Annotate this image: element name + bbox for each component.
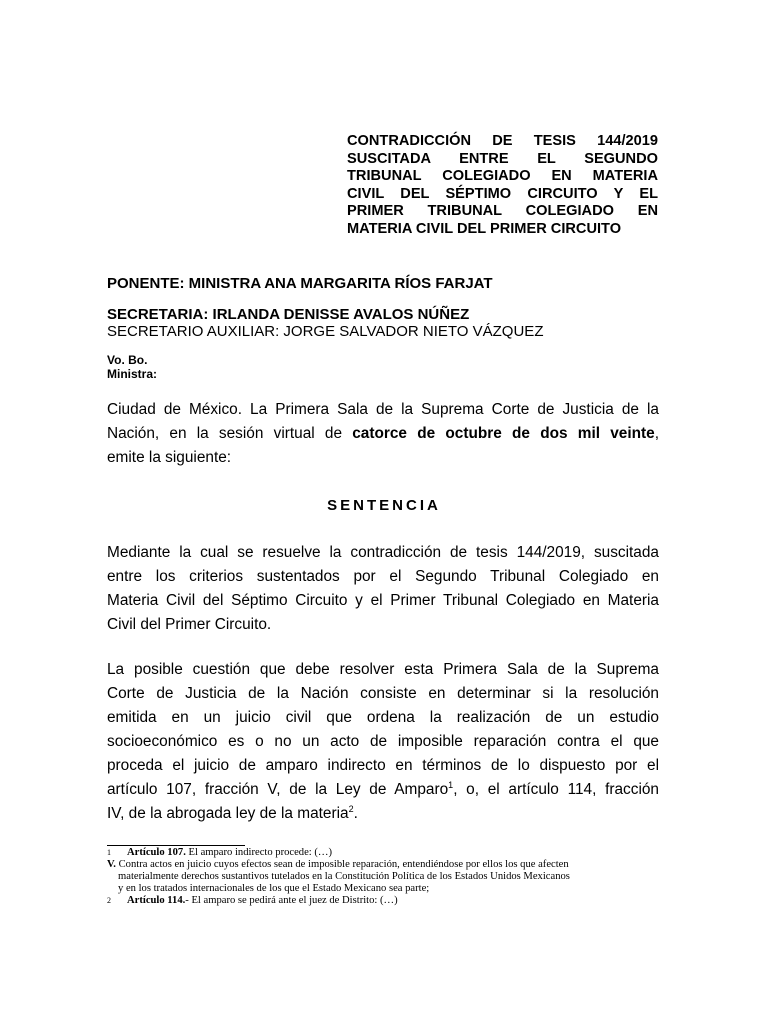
- paragraph-line: socioeconómico es o no un acto de imposible reparación contra el que: [107, 733, 659, 750]
- paragraph-line: La posible cuestión que debe resolver esta Primera Sala de la Suprema: [107, 661, 659, 678]
- footnote-1: [107, 847, 659, 859]
- vobo-label: Vo. Bo.: [107, 353, 148, 367]
- intro-line: Ciudad de México. La Primera Sala de la Suprema Corte de Justicia de la: [107, 401, 659, 418]
- footnote-2: [107, 895, 659, 907]
- secretario-auxiliar: SECRETARIO AUXILIAR: JORGE SALVADOR NIETO VÁZQUEZ: [107, 323, 544, 340]
- footnote-text: materialmente derechos sustantivos tutelados en la Constitución Política de los Estados Unidos Mexicanos: [118, 871, 570, 882]
- intro-line: emite la siguiente:: [107, 449, 232, 466]
- case-header-line: MATERIA CIVIL DEL PRIMER CIRCUITO: [347, 220, 622, 237]
- paragraph-line: emitida en un juicio civil que ordena la realización de un estudio: [107, 709, 659, 726]
- footnote-fraction-label: V.: [107, 859, 116, 870]
- paragraph-text: artículo 107, fracción V, de la Ley de Amparo: [107, 781, 449, 798]
- footnote-mark: 2: [107, 896, 111, 905]
- footnote-1-fraction: [107, 859, 659, 871]
- body-paragraph-1: [107, 541, 659, 637]
- paragraph-line: Materia Civil del Séptimo Circuito y el Primer Tribunal Colegiado en Materia: [107, 592, 659, 609]
- intro-text: Nación, en la sesión virtual de: [107, 425, 353, 442]
- paragraph-line: Civil del Primer Circuito.: [107, 616, 272, 633]
- footnote-text: - El amparo se pedirá ante el juez de Distrito: (…): [185, 895, 398, 906]
- paragraph-text: .: [353, 805, 358, 822]
- case-header-line: CIVIL DEL SÉPTIMO CIRCUITO Y EL: [347, 185, 658, 202]
- footnote-mark: 1: [107, 848, 111, 857]
- footnote-article: Artículo 107.: [127, 847, 186, 858]
- footnote-text: y en los tratados internacionales de los que el Estado Mexicano sea parte;: [118, 883, 430, 894]
- secretaria: SECRETARIA: IRLANDA DENISSE AVALOS NÚÑEZ: [107, 306, 470, 323]
- footnote-text: Contra actos en juicio cuyos efectos sean de imposible reparación, entendiéndose por ellos los que afecten: [115, 859, 569, 870]
- footnote-text: El amparo indirecto procede: (…): [185, 847, 333, 858]
- paragraph-line: Corte de Justicia de la Nación consiste en determinar si la resolución: [107, 685, 659, 702]
- vobo-block: [107, 353, 157, 381]
- ministra-label: Ministra:: [107, 367, 158, 381]
- footnote-article: Artículo 114.: [127, 895, 186, 906]
- case-header-line: TRIBUNAL COLEGIADO EN MATERIA: [347, 168, 658, 185]
- paragraph-text: , o, el artículo 114, fracción: [453, 781, 659, 798]
- paragraph-line: [107, 778, 659, 802]
- paragraph-line: Mediante la cual se resuelve la contradicción de tesis 144/2019, suscitada: [107, 544, 659, 561]
- session-date: catorce de octubre de dos mil veinte: [352, 425, 655, 442]
- footnote-ref-2[interactable]: 2: [348, 803, 354, 814]
- intro-text: ,: [654, 425, 659, 442]
- paragraph-line: entre los criterios sustentados por el Segundo Tribunal Colegiado en: [107, 568, 659, 585]
- footnote-ref-1[interactable]: 1: [448, 779, 454, 790]
- footnotes: [107, 847, 659, 907]
- case-header-line: SUSCITADA ENTRE EL SEGUNDO: [347, 150, 658, 167]
- body-paragraph-2: [107, 658, 659, 826]
- footnote-divider: [107, 845, 245, 846]
- intro-paragraph: [107, 398, 659, 470]
- case-header: [347, 133, 658, 239]
- sentencia-title: SENTENCIA: [327, 497, 441, 514]
- case-header-line: CONTRADICCIÓN DE TESIS 144/2019: [347, 133, 658, 149]
- paragraph-text: IV, de la abrogada ley de la materia: [107, 805, 349, 822]
- ponente: PONENTE: MINISTRA ANA MARGARITA RÍOS FARJAT: [107, 275, 493, 292]
- paragraph-line: [107, 802, 659, 826]
- paragraph-line: proceda el juicio de amparo indirecto en términos de lo dispuesto por el: [107, 757, 659, 774]
- case-header-line: PRIMER TRIBUNAL COLEGIADO EN: [347, 203, 658, 220]
- intro-line: [107, 422, 659, 446]
